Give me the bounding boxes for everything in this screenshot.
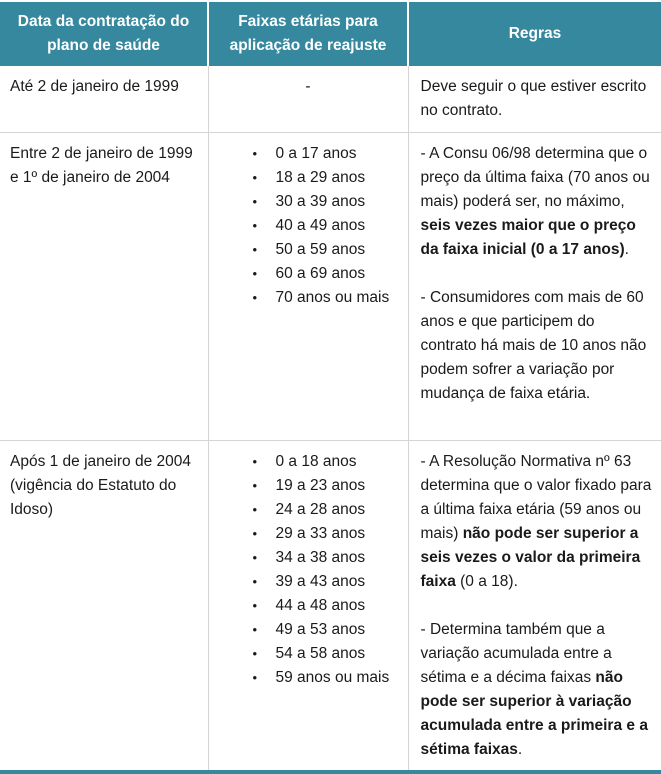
rule-text: - Consumidores com mais de 60 anos e que participem do contrato há mais de 10 anos não podem sofrer a variação por mudança de faixa etária. bbox=[420, 288, 647, 402]
contract-date-cell: Entre 2 de janeiro de 1999 e 1º de janeiro de 2004 bbox=[0, 132, 208, 440]
bullet-icon: • bbox=[252, 621, 258, 637]
bullet-icon: • bbox=[252, 289, 258, 305]
age-ranges-cell bbox=[208, 440, 408, 770]
header-row bbox=[0, 2, 661, 66]
age-range-item bbox=[253, 238, 398, 262]
column-header-rules: Regras bbox=[408, 2, 661, 66]
age-range-item bbox=[253, 262, 398, 286]
age-range-item bbox=[253, 642, 398, 666]
age-ranges-list bbox=[219, 142, 398, 310]
contract-date-cell: Até 2 de janeiro de 1999 bbox=[10, 78, 179, 95]
bullet-icon: • bbox=[252, 217, 258, 233]
age-range-item bbox=[253, 474, 398, 498]
bullet-icon: • bbox=[252, 241, 258, 257]
rule-paragraph bbox=[421, 450, 654, 594]
age-range-item bbox=[253, 522, 398, 546]
age-range-item bbox=[253, 190, 398, 214]
age-range-item bbox=[253, 450, 398, 474]
rule-paragraph bbox=[421, 286, 654, 406]
rule-text-bold: não pode ser superior a seis vezes o valor da primeira faixa bbox=[420, 524, 641, 590]
rule-paragraph bbox=[421, 75, 654, 123]
table-body bbox=[0, 66, 661, 770]
column-header-contract-date: Data da contratação do plano de saúde bbox=[0, 2, 208, 66]
bullet-icon: • bbox=[252, 501, 258, 517]
table-row bbox=[0, 440, 661, 770]
bullet-icon: • bbox=[252, 477, 258, 493]
bullet-icon: • bbox=[252, 265, 258, 281]
age-range-label: 0 a 18 anos bbox=[275, 452, 357, 470]
contract-date-cell: Após 1 de janeiro de 2004 (vigência do Estatuto do Idoso) bbox=[0, 440, 208, 770]
table-row bbox=[0, 132, 661, 440]
age-range-item bbox=[253, 286, 398, 310]
age-range-label: 29 a 33 anos bbox=[275, 524, 366, 542]
age-range-label: 0 a 17 anos bbox=[275, 144, 357, 162]
age-range-item bbox=[253, 166, 398, 190]
rule-text: . bbox=[624, 240, 629, 258]
age-range-item bbox=[253, 594, 398, 618]
bullet-icon: • bbox=[252, 193, 258, 209]
age-range-item bbox=[253, 618, 398, 642]
table-row bbox=[0, 66, 661, 132]
bullet-icon: • bbox=[252, 645, 258, 661]
bullet-icon: • bbox=[252, 525, 258, 541]
table-header bbox=[0, 2, 661, 66]
age-bracket-rules-table bbox=[0, 2, 661, 770]
rules-cell bbox=[408, 440, 661, 770]
age-range-label: 19 a 23 anos bbox=[275, 476, 366, 494]
age-range-item bbox=[253, 142, 398, 166]
age-range-label: 40 a 49 anos bbox=[275, 216, 366, 234]
rules-cell bbox=[408, 132, 661, 440]
bullet-icon: • bbox=[252, 669, 258, 685]
age-range-label: 44 a 48 anos bbox=[275, 596, 366, 614]
age-range-label: 70 anos ou mais bbox=[275, 288, 390, 306]
column-header-age-ranges: Faixas etárias para aplicação de reajuste bbox=[208, 2, 408, 66]
age-range-label: 54 a 58 anos bbox=[275, 644, 366, 662]
bullet-icon: • bbox=[252, 573, 258, 589]
bullet-icon: • bbox=[252, 453, 258, 469]
age-range-item bbox=[253, 570, 398, 594]
rule-text: Deve seguir o que estiver escrito no contrato. bbox=[420, 78, 647, 119]
bullet-icon: • bbox=[252, 597, 258, 613]
age-range-label: 18 a 29 anos bbox=[275, 168, 366, 186]
rule-paragraph bbox=[421, 142, 654, 262]
rule-text: - Determina também que a variação acumulada entre a sétima e a décima faixas bbox=[420, 620, 612, 686]
age-range-label: 39 a 43 anos bbox=[275, 572, 366, 590]
age-range-item bbox=[253, 498, 398, 522]
no-ranges-marker: - bbox=[305, 78, 311, 95]
age-range-label: 60 a 69 anos bbox=[275, 264, 366, 282]
rule-text: - A Resolução Normativa nº 63 determina que o valor fixado para a última faixa etária (59 anos ou mais) bbox=[420, 452, 652, 542]
age-range-label: 50 a 59 anos bbox=[275, 240, 366, 258]
age-range-label: 30 a 39 anos bbox=[275, 192, 366, 210]
age-range-item bbox=[253, 666, 398, 690]
rules-cell bbox=[408, 66, 661, 132]
age-ranges-list bbox=[219, 450, 398, 690]
rule-text: (0 a 18). bbox=[455, 572, 518, 590]
age-range-label: 24 a 28 anos bbox=[275, 500, 366, 518]
age-range-label: 49 a 53 anos bbox=[275, 620, 366, 638]
bullet-icon: • bbox=[252, 145, 258, 161]
age-range-item bbox=[253, 214, 398, 238]
rule-text-bold: seis vezes maior que o preço da faixa inicial (0 a 17 anos) bbox=[420, 216, 636, 258]
age-range-label: 59 anos ou mais bbox=[275, 668, 390, 686]
age-ranges-cell bbox=[208, 66, 408, 132]
age-range-item bbox=[253, 546, 398, 570]
bullet-icon: • bbox=[252, 169, 258, 185]
rule-text: . bbox=[517, 740, 523, 758]
age-ranges-cell bbox=[208, 132, 408, 440]
bullet-icon: • bbox=[252, 549, 258, 565]
rule-text-bold: não pode ser superior à variação acumulada entre a primeira e a sétima faixas bbox=[420, 668, 648, 758]
rule-paragraph bbox=[421, 618, 654, 762]
age-range-label: 34 a 38 anos bbox=[275, 548, 366, 566]
rule-text: - A Consu 06/98 determina que o preço da última faixa (70 anos ou mais) poderá ser, no máximo, bbox=[420, 144, 650, 210]
